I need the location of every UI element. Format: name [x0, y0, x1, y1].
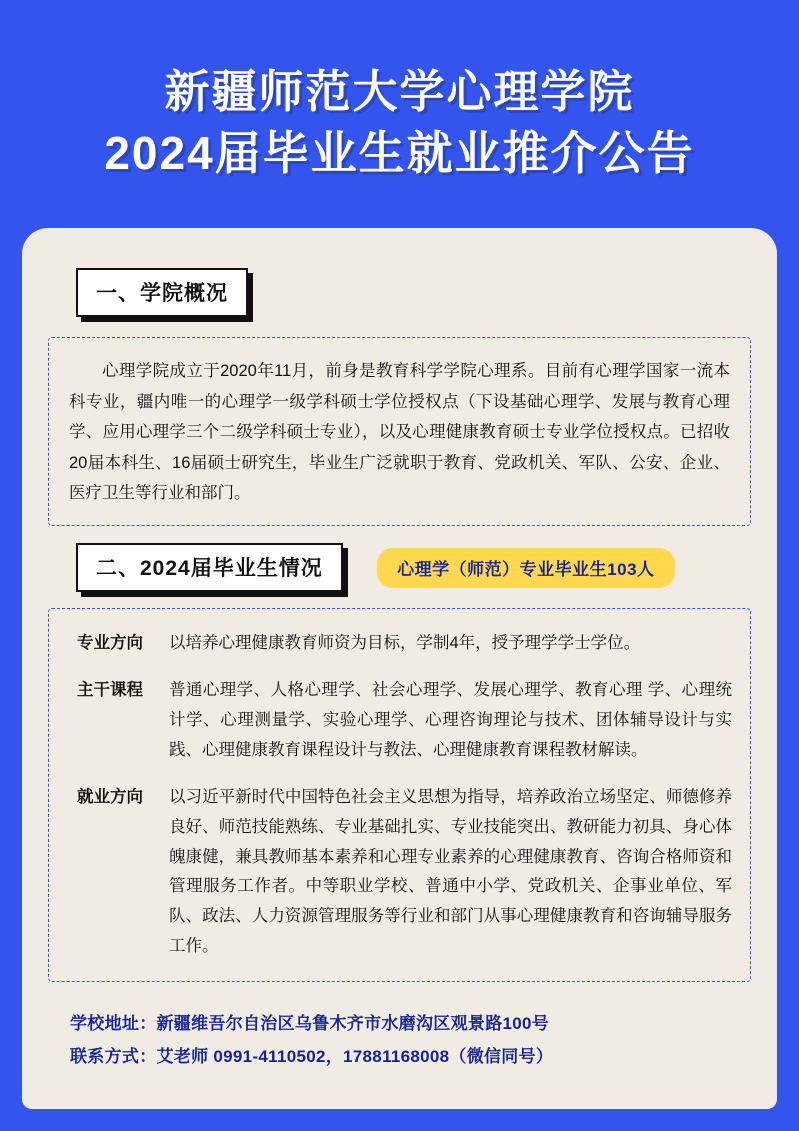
footer-contact-block [70, 1008, 770, 1073]
section-tag-overview-label: 一、学院概况 [96, 282, 228, 305]
detail-row-label: 主干课程 [77, 681, 143, 700]
detail-row-value: 以习近平新时代中国特色社会主义思想为指导，培养政治立场坚定、师德修养良好、师范技能熟练、专业基础扎实、专业技能突出、教研能力初具、身心体魄康健，兼具教师基本素养和心理专业素养的心理健康教育、咨询合格师资和管理服务工作者。中等职业学校、普通中小学、党政机关、企事业单位、军队、政法、人力资源管理服务等行业和部门从事心理健康教育和咨询辅导服务工作。 [169, 788, 732, 955]
graduates-count-label: 心理学（师范）专业毕业生103人 [397, 559, 655, 579]
overview-box [48, 337, 751, 526]
section-tag-graduates-label: 二、2024届毕业生情况 [96, 556, 323, 580]
detail-row [67, 629, 732, 659]
footer-contact: 联系方式：艾老师 0991-4110502，17881168008（微信同号） [70, 1046, 554, 1066]
footer-address: 学校地址：新疆维吾尔自治区乌鲁木齐市水磨沟区观景路100号 [70, 1014, 550, 1034]
section-tag-overview [76, 268, 248, 317]
graduates-detail-box [48, 608, 751, 983]
detail-row-label: 就业方向 [77, 788, 143, 807]
overview-paragraph: 心理学院成立于2020年11月，前身是教育科学学院心理系。目前有心理学国家一流本科专业，疆内唯一的心理学一级学科硕士学位授权点（下设基础心理学、发展与教育心理学、应用心理学三个二级学科硕士专业），以及心理健康教育硕士专业学位授权点。已招收20届本科生、16届硕士研究生，毕业生广泛就职于教育、党政机关、军队、公安、企业、医疗卫生等行业和部门。 [69, 362, 730, 503]
poster-header [0, 0, 799, 228]
graduates-count-badge [377, 548, 674, 588]
detail-row-value: 以培养心理健康教育师资为目标，学制4年，授予理学学士学位。 [169, 633, 641, 652]
content-card [22, 228, 777, 1109]
detail-row [67, 783, 732, 961]
header-title-line2: 2024届毕业生就业推介公告 [104, 127, 695, 180]
header-title-line1: 新疆师范大学心理学院 [164, 65, 635, 117]
detail-row-label: 专业方向 [77, 633, 143, 652]
detail-row [67, 676, 732, 765]
detail-row-value: 普通心理学、人格心理学、社会心理学、发展心理学、教育心理 学、心理统计学、心理测量学、实验心理学、心理咨询理论与技术、团体辅导设计与实践、心理健康教育课程设计与教法、心理健康教育课程教材解读。 [169, 681, 732, 759]
section-tag-graduates [76, 543, 343, 592]
